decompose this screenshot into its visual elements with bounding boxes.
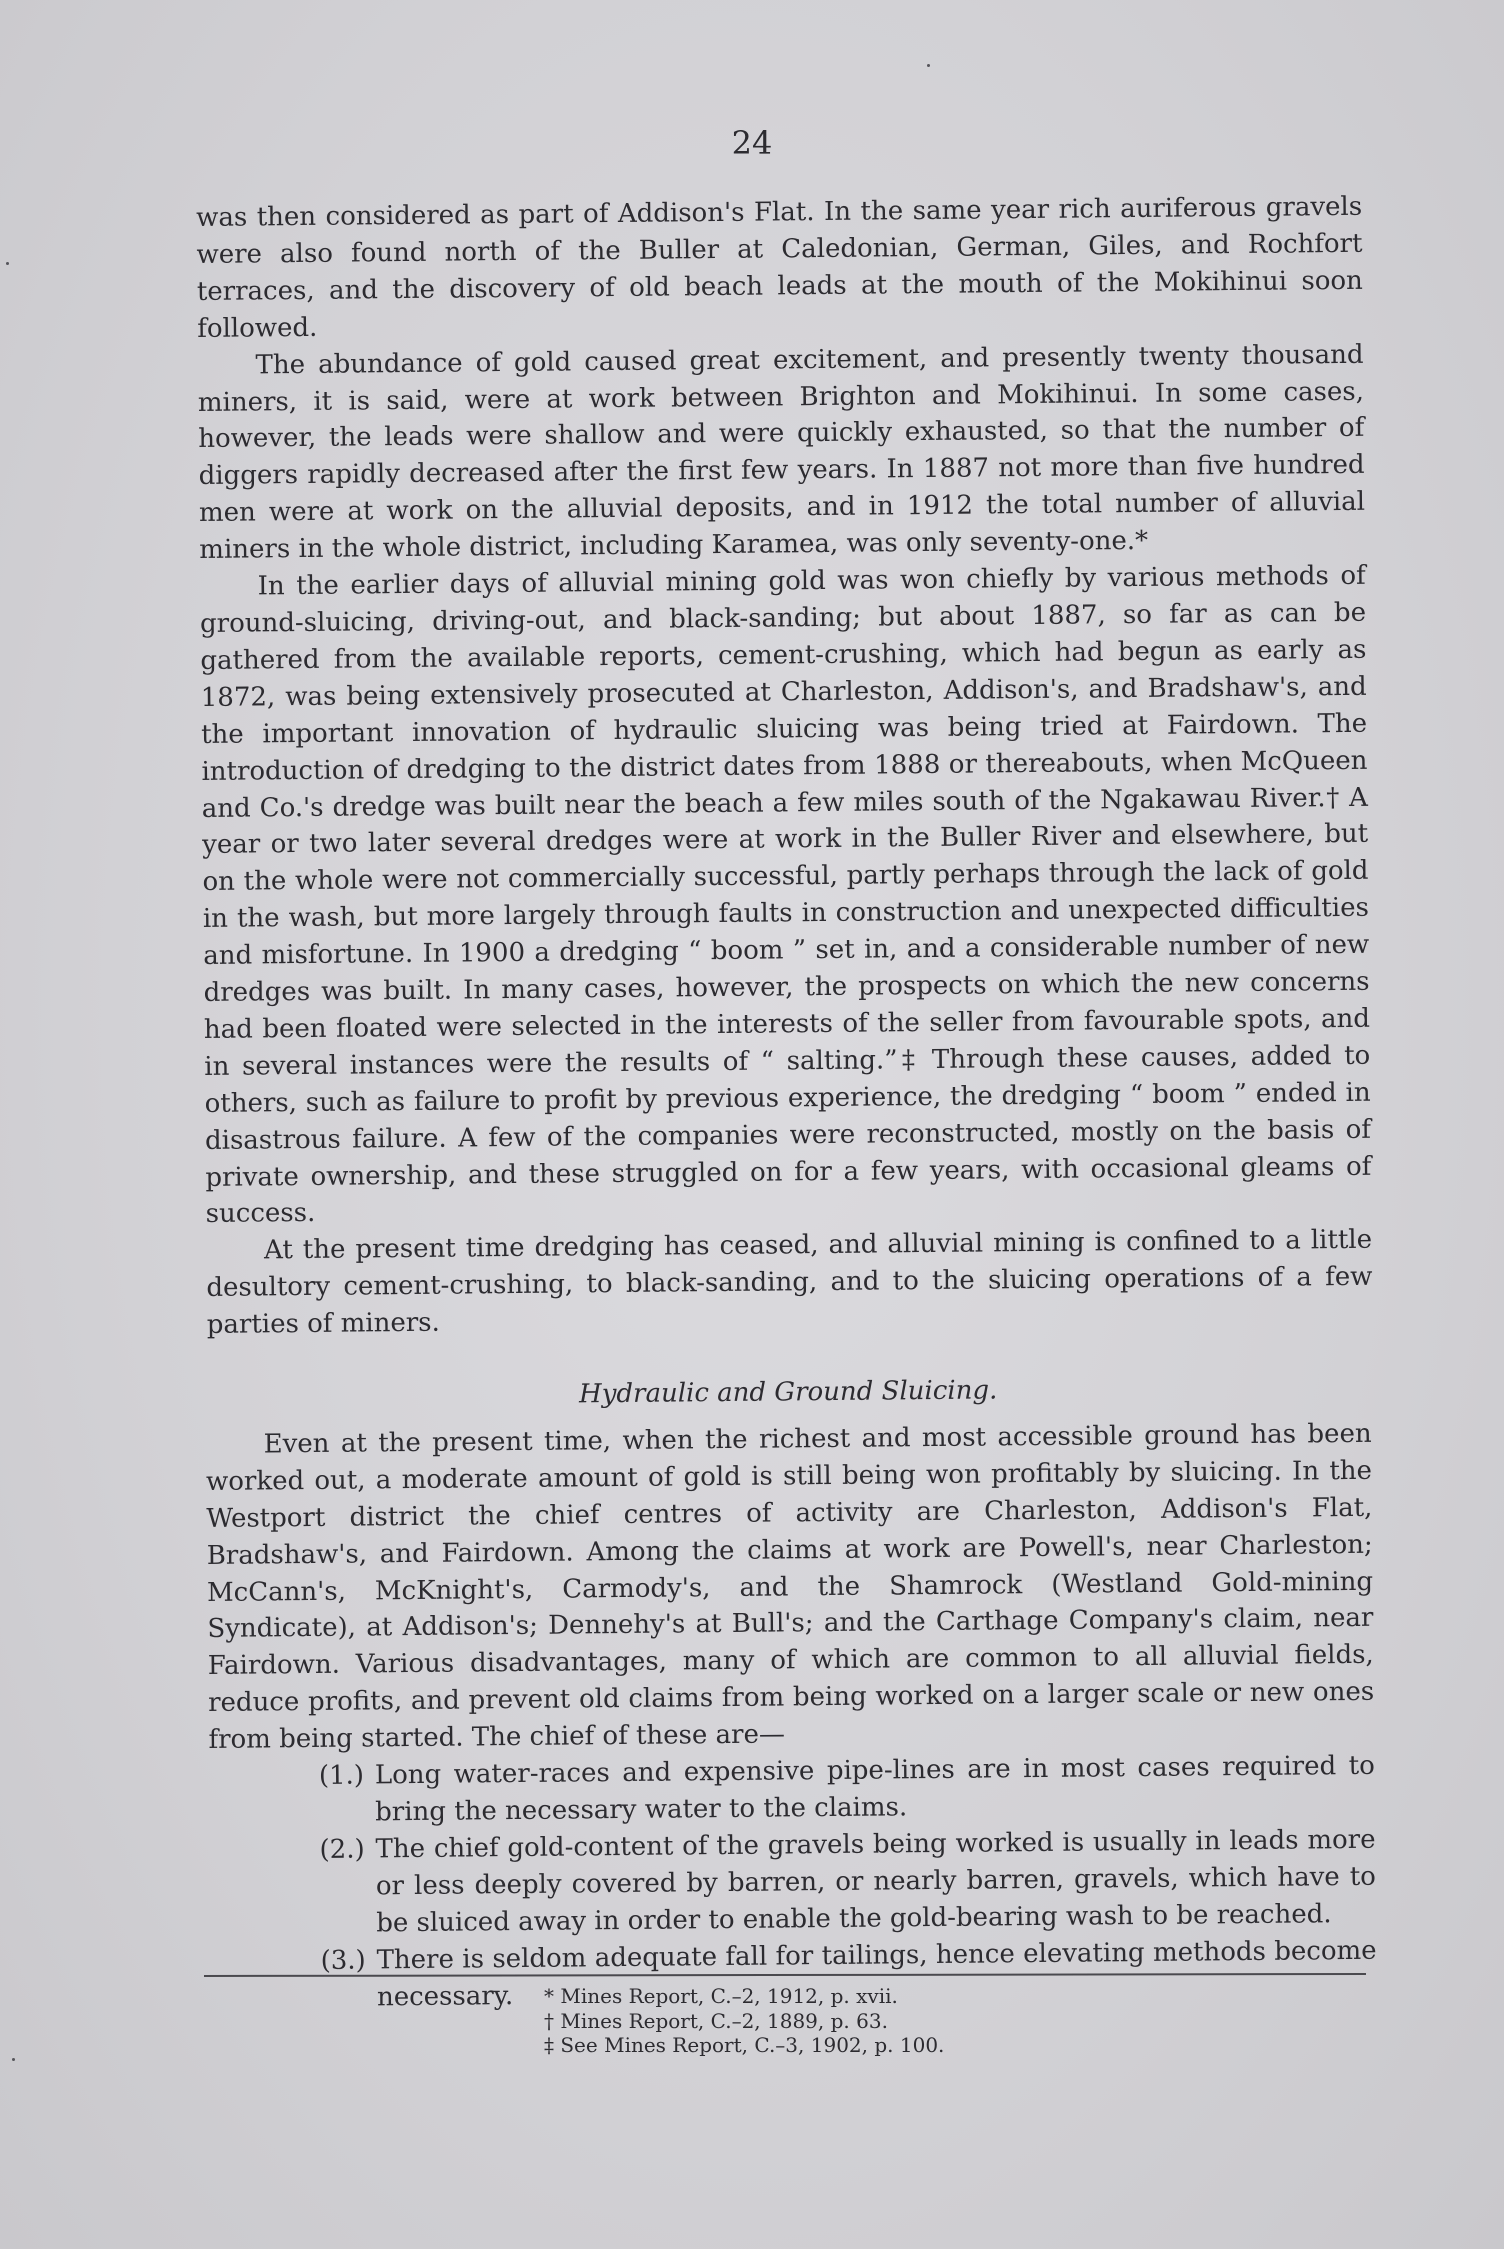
paragraph-present-time: At the present time dredging has ceased, and alluvial mining is confined to a little desultory cement-crushing, to black-sanding, and to the sluicing operations of a few parties of miners.	[206, 1225, 1373, 1341]
list-item	[209, 1822, 1376, 1944]
section-heading: Hydraulic and Ground Sluicing.	[578, 1375, 998, 1410]
page-number: 24	[731, 124, 773, 162]
paper-speck	[6, 262, 9, 265]
list-item-number: (3.)	[320, 1945, 366, 1976]
paragraph-mining-methods: In the earlier days of alluvial mining gold was won chiefly by various methods of ground-sluicing, driving-out, and black-sanding; but about 1887, so far as can be gathered from the available reports, cement-crushing, which had begun as early as 1872, was being extensively prosecuted at Charleston, Addison's, and Bradshaw's, and the important innovation of hydraulic sluicing was being tried at Fairdown. The introduction of dredging to the district dates from 1888 or thereabouts, when McQueen and Co.'s dredge was built near the beach a few miles south of the Ngakawau River.† A year or two later several dredges were at work in the Buller River and elsewhere, but on the whole were not commercially successful, partly perhaps through the lack of gold in the wash, but more largely through faults in construction and unexpected difficulties and misfortune. In 1900 a dredging “ boom ” set in, and a considerable number of new dredges was built. In many cases, however, the prospects on which the new concerns had been floated were selected in the interests of the seller from favourable spots, and in several instances were the results of “ salting.”‡ Through these causes, added to others, such as failure to profit by previous experience, the dredging “ boom ” ended in disastrous failure. A few of the companies were reconstructed, mostly on the basis of private ownership, and these struggled on for a few years, with occasional gleams of success.	[199, 560, 1372, 1230]
footnote: ‡ See Mines Report, C.–3, 1902, p. 100.	[544, 2033, 945, 2057]
list-item-text: The chief gold-content of the gravels being worked is usually in leads more or less deeply covered by barren, or nearly barren, gravels, which have to be sluiced away in order to enable the gold-bearing wash to be reached.	[375, 1824, 1377, 1939]
list-item-number: (2.)	[319, 1834, 365, 1865]
paper-speck	[927, 64, 930, 67]
paragraph-sluicing: Even at the present time, when the richest and most accessible ground has been worked out, a moderate amount of gold is still being won profitably by sluicing. In the Westport district the chief centres of activity are Charleston, Addison's Flat, Bradshaw's, and Fairdown. Among the claims at work are Powell's, near Charleston; McCann's, McKnight's, Carmody's, and the Shamrock (Westland Gold-mining Syndicate), at Addison's; Dennehy's at Bull's; and the Carthage Company's claim, near Fairdown. Various disadvantages, many of which are common to all alluvial fields, reduce profits, and prevent old claims from being worked on a larger scale or new ones from being started. The chief of these are—	[205, 1418, 1375, 1756]
paper-speck	[12, 2058, 15, 2061]
list-item-number: (1.)	[318, 1760, 365, 1791]
footnote: † Mines Report, C.–2, 1889, p. 63.	[544, 2008, 888, 2033]
list-item	[209, 1748, 1376, 1833]
list-item-text: Long water-races and expensive pipe-lines are in most cases required to bring the necessary water to the claims.	[374, 1750, 1375, 1828]
footnote: * Mines Report, C.–2, 1912, p. xvii.	[544, 1984, 898, 2008]
footnotes	[544, 1984, 944, 2058]
paragraph-continuation: was then considered as part of Addison's Flat. In the same year rich auriferous gravels were also found north of the Buller at Caledonian, German, Giles, and Rochfort terraces, and the discovery of old beach leads at the mouth of the Mokihinui soon followed.	[196, 191, 1363, 344]
body-text-top	[196, 189, 1373, 1344]
body-text-section	[205, 1363, 1377, 2018]
paragraph-gold-excitement: The abundance of gold caused great excitement, and presently twenty thousand miners, it is said, were at work between Brighton and Mokihinui. In some cases, however, the leads were shallow and were quickly exhausted, so that the number of diggers rapidly decreased after the first few years. In 1887 not more than five hundred men were at work on the alluvial deposits, and in 1912 the total number of alluvial miners in the whole district, including Karamea, was only seventy-one.*	[197, 339, 1366, 566]
list-item-text: There is seldom adequate fall for tailings, hence elevating methods become necessary.	[376, 1935, 1377, 2012]
